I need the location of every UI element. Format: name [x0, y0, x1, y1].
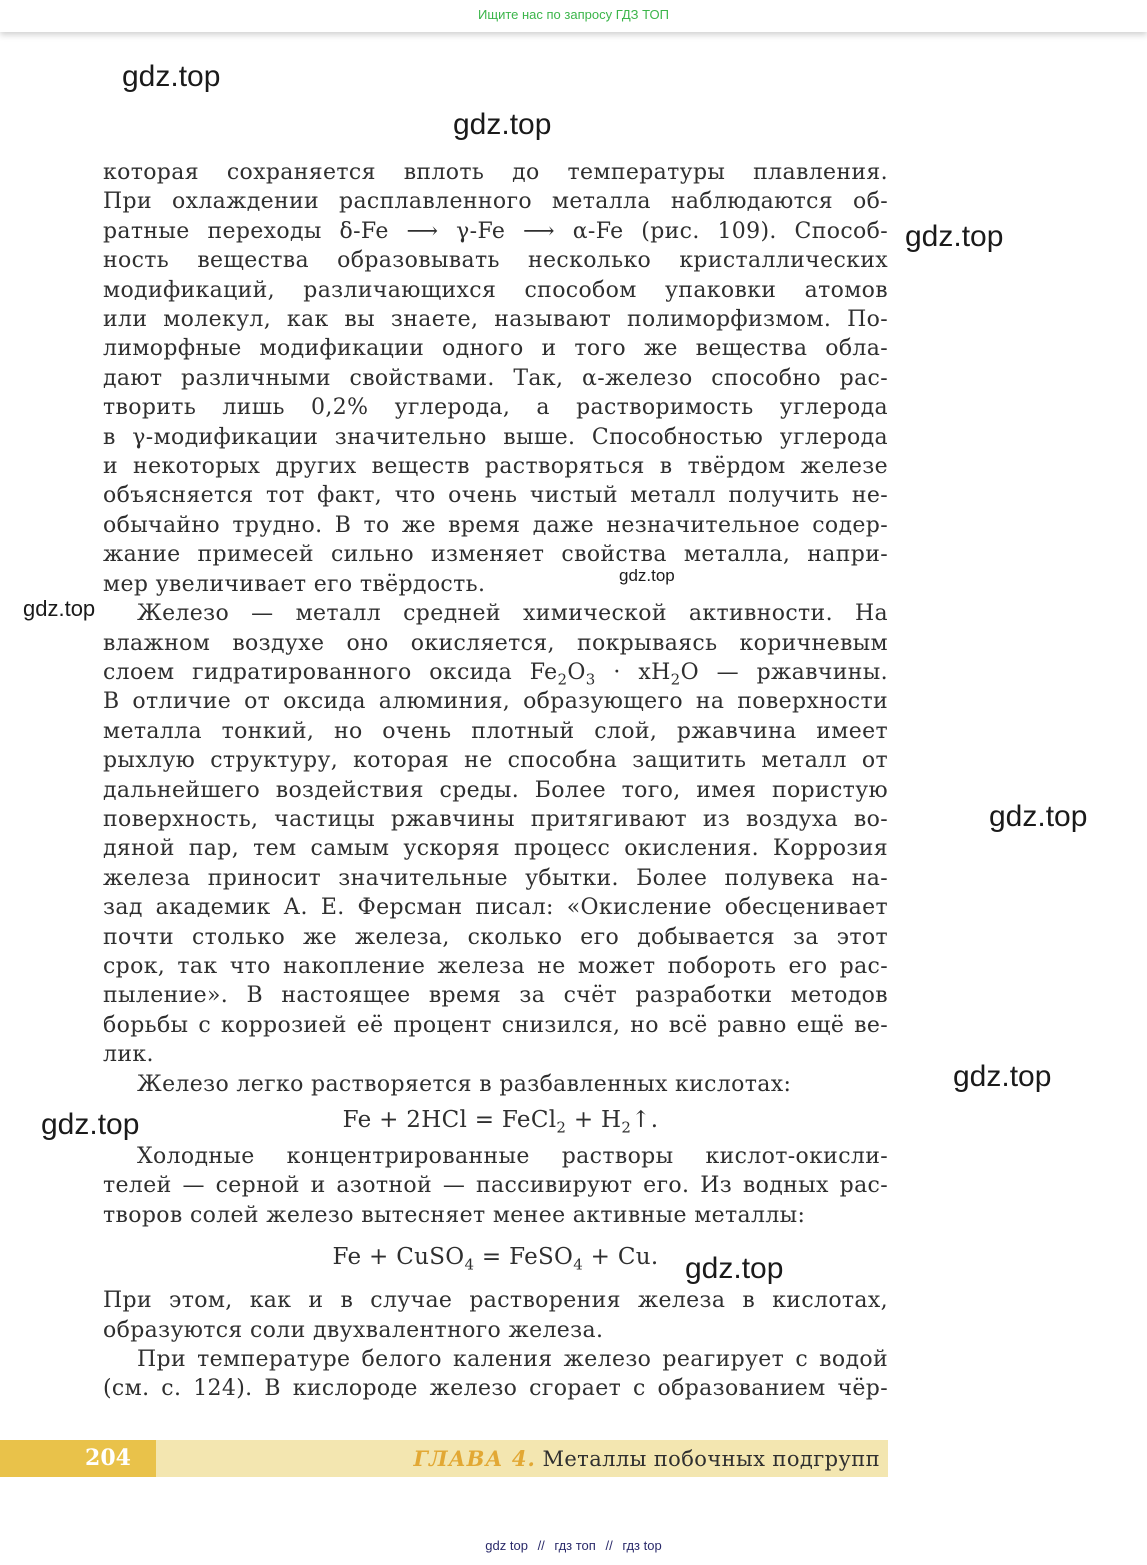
- text-line: дальнейшего воздействия среды. Более того, имея пористую: [103, 777, 888, 803]
- text-line: При этом, как и в случае растворения железа в кислотах,: [103, 1288, 888, 1314]
- paragraph: [103, 1286, 888, 1345]
- text-line: в γ-модификации значительно выше. Способностью углерода: [103, 424, 888, 450]
- watermark: gdz.top: [989, 800, 1088, 833]
- bottom-link[interactable]: gdz top: [485, 1538, 528, 1553]
- watermark: gdz.top: [23, 596, 96, 621]
- chapter-name: Металлы побочных подгрупп: [542, 1447, 880, 1471]
- text-line: модификаций, различающихся способом упаковки атомов: [103, 277, 888, 303]
- text-line: железа приносит значительные убытки. Более полувека на-: [103, 865, 888, 891]
- bottom-link[interactable]: гдз top: [622, 1538, 662, 1553]
- equation: [103, 1243, 888, 1272]
- equation-part: = FeSO: [474, 1244, 574, 1271]
- text-line: борьбы с коррозией её процент снизился, но всё равно ещё ве-: [103, 1012, 888, 1038]
- paragraph: [103, 158, 888, 599]
- subscript: 3: [585, 670, 596, 689]
- text-line: пыление». В настоящее время за счёт разработки методов: [103, 983, 888, 1009]
- text-line: ность вещества образовывать несколько кристаллических: [103, 248, 888, 274]
- watermark: gdz.top: [905, 220, 1004, 253]
- text-line: и некоторых других веществ растворяться в твёрдом железе: [103, 454, 888, 480]
- text-line: мер увеличивает его твёрдость.: [103, 571, 486, 597]
- text-line: лиморфные модификации одного и того же вещества обла-: [103, 336, 888, 362]
- text-line: которая сохраняется вплоть до температуры плавления.: [103, 160, 888, 185]
- text-fragment: O: [567, 659, 586, 685]
- text-line: При охлаждении расплавленного металла наблюдаются об-: [103, 189, 888, 215]
- equation-part: Fe + CuSO: [332, 1244, 465, 1271]
- text-line: обычайно трудно. В то же время даже незначительное содер-: [103, 512, 888, 538]
- text-line: поверхность, частицы ржавчины притягивают из воздуха во-: [103, 806, 888, 832]
- text-fragment: · xH: [595, 659, 671, 685]
- subscript: 2: [670, 670, 681, 689]
- equation-part: + Cu.: [583, 1244, 659, 1271]
- text-line: образуются соли двухвалентного железа.: [103, 1317, 604, 1343]
- watermark: gdz.top: [453, 108, 552, 141]
- text-line: дяной пар, тем самым ускоряя процесс окисления. Коррозия: [103, 836, 888, 862]
- bottom-link[interactable]: гдз топ: [554, 1538, 596, 1553]
- text-line: почти столько же железа, сколько его добывается за этот: [103, 924, 888, 950]
- watermark: gdz.top: [619, 566, 675, 585]
- subscript: 2: [556, 1118, 567, 1137]
- text-line: лик.: [103, 1042, 154, 1068]
- text-line: [103, 658, 888, 687]
- page-footer: [0, 1440, 888, 1477]
- text-fragment: O — ржавчины.: [680, 659, 888, 685]
- chapter-title: [414, 1440, 881, 1478]
- text-line: жание примесей сильно изменяет свойства металла, напри-: [103, 542, 888, 568]
- text-line: дают различными свойствами. Так, α-железо способно рас-: [103, 365, 888, 391]
- subscript: 4: [464, 1255, 475, 1274]
- watermark: gdz.top: [122, 60, 221, 93]
- text-line: объясняется тот факт, что очень чистый металл получить не-: [103, 483, 888, 509]
- equation-part: ↑.: [631, 1107, 659, 1133]
- text-line: или молекул, как вы знаете, называют полиморфизмом. По-: [103, 307, 888, 333]
- page-number: 204: [0, 1440, 156, 1477]
- paragraph: [103, 1345, 888, 1404]
- text-line: Холодные концентрированные растворы кислот-окисли-: [137, 1144, 888, 1169]
- text-line: В отличие от оксида алюминия, образующего на поверхности: [103, 689, 888, 715]
- text-line: рыхлую структуру, которая не способна защитить металл от: [103, 748, 888, 774]
- watermark: gdz.top: [953, 1060, 1052, 1093]
- equation: [103, 1106, 888, 1135]
- text-line: зад академик А. Е. Ферсман писал: «Окисление обесценивает: [103, 895, 888, 921]
- subscript: 2: [621, 1118, 632, 1137]
- text-line: металла тонкий, но очень плотный слой, ржавчина имеет: [103, 718, 888, 744]
- text-line: влажном воздухе оно окисляется, покрываясь коричневым: [103, 630, 888, 656]
- text-line: При температуре белого каления железо реагирует с водой: [137, 1347, 888, 1373]
- equation-part: + H: [566, 1107, 622, 1133]
- subscript: 4: [573, 1255, 584, 1274]
- watermark: gdz.top: [41, 1108, 140, 1141]
- top-banner-link[interactable]: Ищите нас по запросу ГДЗ ТОП: [478, 7, 669, 22]
- bottom-links: [0, 1538, 1147, 1553]
- equation-part: Fe + 2HCl = FeCl: [342, 1107, 557, 1133]
- page-text: [103, 158, 888, 1404]
- text-line: телей — серной и азотной — пассивируют его. Из водных рас-: [103, 1173, 888, 1199]
- separator: //: [537, 1538, 545, 1553]
- top-banner: [0, 0, 1147, 32]
- text-line: Железо легко растворяется в разбавленных кислотах:: [137, 1071, 792, 1097]
- separator: //: [605, 1538, 613, 1553]
- text-line: творов солей железо вытесняет менее активные металлы:: [103, 1202, 806, 1228]
- text-line: ратные переходы δ-Fe ⟶ γ-Fe ⟶ α-Fe (рис. 109). Способ-: [103, 218, 888, 244]
- chapter-label: ГЛАВА 4.: [413, 1446, 536, 1471]
- text-fragment: слоем гидратированного оксида Fe: [103, 659, 558, 685]
- subscript: 2: [557, 670, 568, 689]
- paragraph: [103, 599, 888, 1070]
- watermark: gdz.top: [685, 1252, 784, 1285]
- text-line: срок, так что накопление железа не может побороть его рас-: [103, 953, 888, 979]
- paragraph: [103, 1142, 888, 1230]
- text-line: (см. с. 124). В кислороде железо сгорает с образованием чёр-: [103, 1376, 888, 1402]
- text-line: творить лишь 0,2% углерода, а растворимость углерода: [103, 395, 888, 421]
- text-line: Железо — металл средней химической активности. На: [137, 601, 888, 627]
